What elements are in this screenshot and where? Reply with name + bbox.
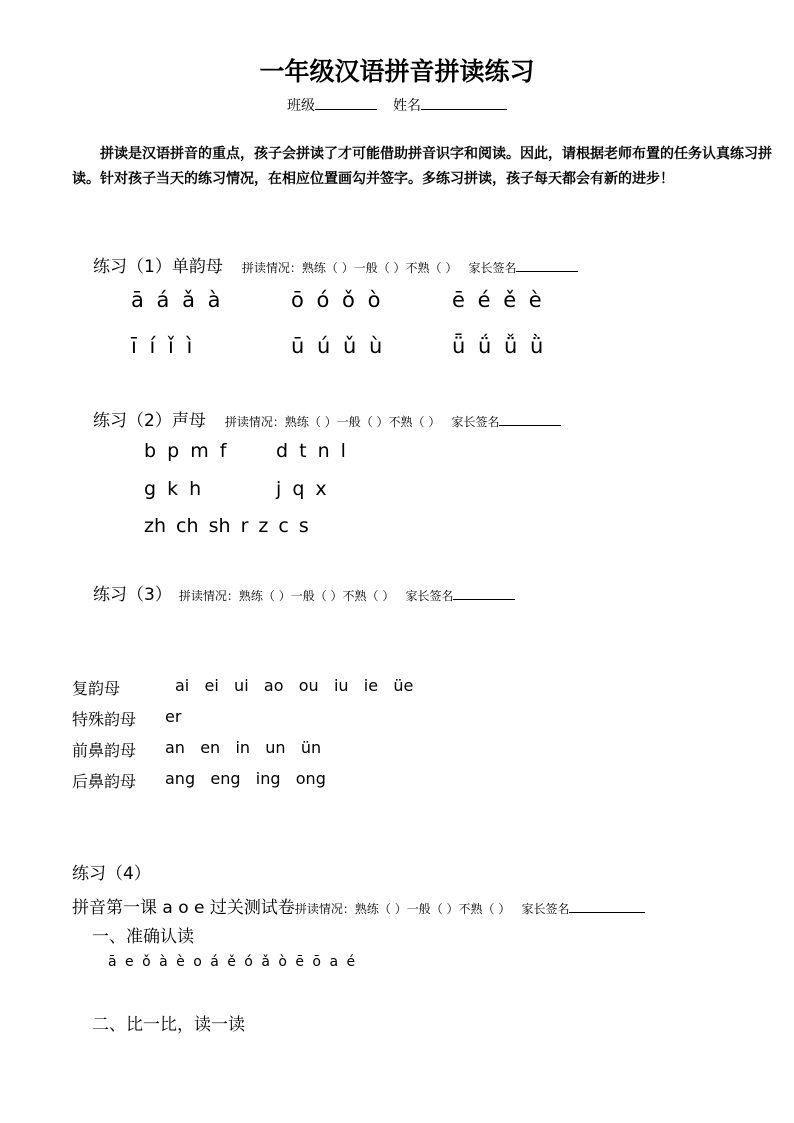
ex2-row-2-col-2: j q x: [276, 478, 327, 500]
ex4-status: 拼读情况：熟练（ ）一般（ ）不熟（ ）: [294, 902, 511, 916]
ex4-sign-label: 家长签名: [521, 902, 570, 916]
ex4-sign-blank[interactable]: [569, 901, 645, 913]
page-title: 一年级汉语拼音拼读练习: [259, 57, 535, 86]
class-label: 班级: [287, 98, 315, 114]
ex2-sign-blank[interactable]: [499, 414, 561, 426]
ex2-header: [93, 406, 561, 431]
ex4-header: [72, 893, 645, 918]
ex3-line-1-label: 复韵母: [72, 679, 121, 698]
ex2-title: 练习（2）声母: [93, 411, 206, 431]
ex3-line-1-values: ai ei ui ao ou iu ie üe: [175, 676, 414, 695]
ex3-line-3-label: 前鼻韵母: [72, 741, 137, 760]
ex2-sign-label: 家长签名: [451, 415, 500, 429]
ex1-sign-blank[interactable]: [516, 260, 578, 272]
class-name-line: [0, 95, 794, 115]
ex4-title: 练习（4）: [72, 864, 151, 884]
ex1-sign-label: 家长签名: [468, 261, 517, 275]
ex1-row-2-col-1: ī í ǐ ì: [131, 334, 193, 358]
ex3-status: 拼读情况：熟练（ ）一般（ ）不熟（ ）: [178, 589, 395, 603]
ex4-subtitle: 拼音第一课 a o e 过关测试卷: [72, 898, 295, 918]
ex3-header: [93, 580, 515, 605]
ex3-line-2-values: er: [165, 707, 182, 726]
ex2-status: 拼读情况：熟练（ ）一般（ ）不熟（ ）: [224, 415, 441, 429]
ex1-row-1-col-3: ē é ě è: [452, 288, 542, 312]
ex3-line-4-values: ang eng ing ong: [165, 769, 326, 788]
class-blank[interactable]: [315, 97, 377, 110]
ex4-part1-values: ā e ǒ à è o á ě ó ǎ ò ē ō a é: [108, 954, 357, 970]
ex1-row-2-col-3: ǖ ǘ ǚ ǜ: [452, 334, 544, 358]
ex3-title: 练习（3）: [93, 585, 172, 605]
ex1-row-2-col-2: ū ú ǔ ù: [291, 334, 383, 358]
ex2-row-2-col-1: g k h: [144, 478, 202, 500]
ex2-row-3-col-1: zh ch sh r z c s: [144, 515, 309, 537]
ex2-row-1-col-2: d t n l: [276, 440, 346, 462]
ex3-line-2-label: 特殊韵母: [72, 710, 137, 729]
ex1-row-1-col-1: ā á ǎ à: [131, 288, 221, 312]
ex2-row-1-col-1: b p m f: [144, 440, 227, 462]
ex3-line-3-values: an en in un ün: [165, 738, 322, 757]
ex4-part2-title: 二、比一比，读一读: [92, 1015, 245, 1035]
name-blank[interactable]: [421, 97, 507, 110]
ex3-sign-blank[interactable]: [453, 588, 515, 600]
ex3-line-4-label: 后鼻韵母: [72, 772, 137, 791]
ex1-title: 练习（1）单韵母: [93, 257, 223, 277]
ex1-row-1-col-2: ō ó ǒ ò: [291, 288, 381, 312]
intro-paragraph: 拼读是汉语拼音的重点，孩子会拼读了才可能借助拼音识字和阅读。因此，请根据老师布置的任务认真练习拼读。针对孩子当天的练习情况，在相应位置画勾并签字。多练习拼读，孩子每天都会有新的进步！: [72, 146, 772, 187]
ex1-status: 拼读情况：熟练（ ）一般（ ）不熟（ ）: [241, 261, 458, 275]
ex3-sign-label: 家长签名: [405, 589, 454, 603]
ex4-part1-title: 一、准确认读: [92, 927, 194, 947]
ex1-header: [93, 252, 578, 277]
name-label: 姓名: [393, 98, 421, 114]
